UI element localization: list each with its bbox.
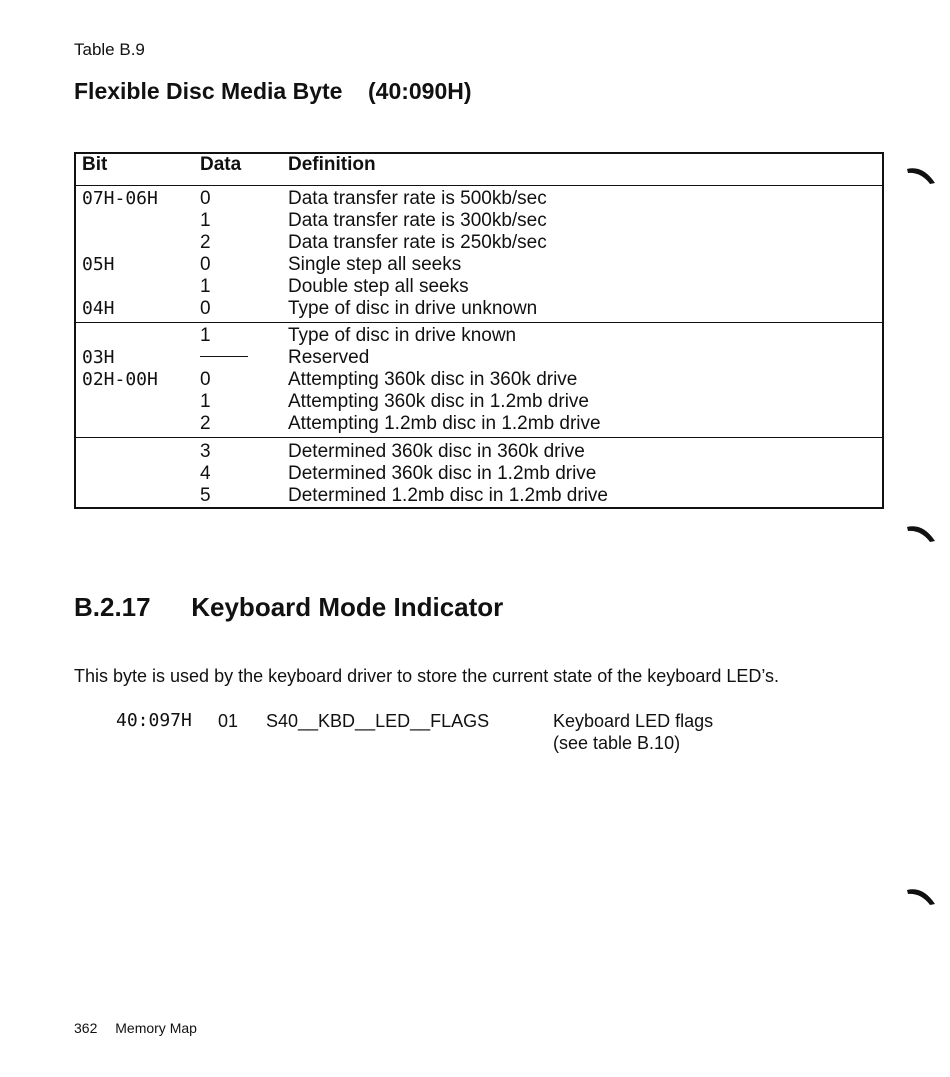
table-row: [76, 485, 882, 507]
table-row: [76, 232, 882, 254]
data-cell: 0: [200, 298, 211, 319]
data-cell: 5: [200, 485, 211, 506]
definition-cell: Determined 360k disc in 1.2mb drive: [288, 463, 597, 484]
table-title: Flexible Disc Media Byte (40:090H): [74, 78, 472, 104]
definition-cell: Determined 1.2mb disc in 1.2mb drive: [288, 485, 608, 506]
table-label: Table B.9: [74, 40, 145, 59]
definition-cell: Attempting 360k disc in 1.2mb drive: [288, 391, 589, 412]
group-divider: [76, 437, 882, 438]
definition-cell: Type of disc in drive unknown: [288, 298, 538, 319]
section-paragraph: This byte is used by the keyboard driver to store the current state of the keyboard LED’s.: [74, 666, 780, 686]
entry-description-line: Keyboard LED flags: [553, 711, 714, 731]
table-row: [76, 188, 882, 210]
bit-cell: 07H-06H: [82, 188, 158, 209]
definition-cell: Data transfer rate is 500kb/sec: [288, 188, 547, 209]
page-edge-mark-icon: [905, 163, 937, 185]
col-header-bit: Bit: [82, 154, 108, 175]
data-cell: 1: [200, 325, 211, 346]
data-cell: 1: [200, 391, 211, 412]
table-row: [76, 441, 882, 463]
definition-cell: Attempting 360k disc in 360k drive: [288, 369, 578, 390]
entry-address: 40:097H: [116, 710, 192, 731]
section-number: B.2.17: [74, 592, 151, 622]
definition-cell: Data transfer rate is 300kb/sec: [288, 210, 547, 231]
page-edge-mark-icon: [905, 884, 937, 906]
data-cell: [200, 347, 248, 369]
table-row: [76, 276, 882, 298]
data-cell: 0: [200, 369, 211, 390]
bit-cell: 04H: [82, 298, 115, 319]
definition-cell: Reserved: [288, 347, 370, 368]
definition-cell: Determined 360k disc in 360k drive: [288, 441, 585, 462]
header-divider: [76, 185, 882, 186]
dash-mark: [200, 356, 248, 357]
table-row: [76, 463, 882, 485]
data-cell: 3: [200, 441, 211, 462]
bit-cell: 05H: [82, 254, 115, 275]
table-row: [76, 369, 882, 391]
data-cell: 0: [200, 254, 211, 275]
data-cell: 1: [200, 210, 211, 231]
table-row: [76, 391, 882, 413]
group-divider: [76, 322, 882, 323]
table-row: [76, 347, 882, 369]
section-heading: [74, 592, 503, 623]
definition-cell: Double step all seeks: [288, 276, 469, 297]
definition-cell: Type of disc in drive known: [288, 325, 517, 346]
entry-description-line: (see table B.10): [553, 733, 681, 753]
page-number: 362: [74, 1020, 98, 1036]
entry-size: 01: [218, 711, 239, 731]
media-byte-table: [74, 152, 884, 509]
data-cell: 1: [200, 276, 211, 297]
entry-name: S40__KBD__LED__FLAGS: [266, 711, 490, 731]
data-cell: 0: [200, 188, 211, 209]
table-row: [76, 210, 882, 232]
col-header-data: Data: [200, 154, 242, 175]
definition-cell: Single step all seeks: [288, 254, 462, 275]
definition-cell: Data transfer rate is 250kb/sec: [288, 232, 547, 253]
table-row: [76, 413, 882, 435]
section-title: Keyboard Mode Indicator: [191, 592, 504, 622]
page-footer: [74, 1020, 197, 1036]
page-edge-mark-icon: [905, 521, 937, 543]
data-cell: 2: [200, 232, 211, 253]
bit-cell: 02H-00H: [82, 369, 158, 390]
data-cell: 4: [200, 463, 211, 484]
table-row: [76, 254, 882, 276]
table-row: [76, 325, 882, 347]
col-header-definition: Definition: [288, 154, 376, 175]
table-row: [76, 298, 882, 320]
entry-description: [553, 710, 713, 754]
bit-cell: 03H: [82, 347, 115, 368]
chapter-name: Memory Map: [115, 1020, 197, 1036]
data-cell: 2: [200, 413, 211, 434]
definition-cell: Attempting 1.2mb disc in 1.2mb drive: [288, 413, 601, 434]
